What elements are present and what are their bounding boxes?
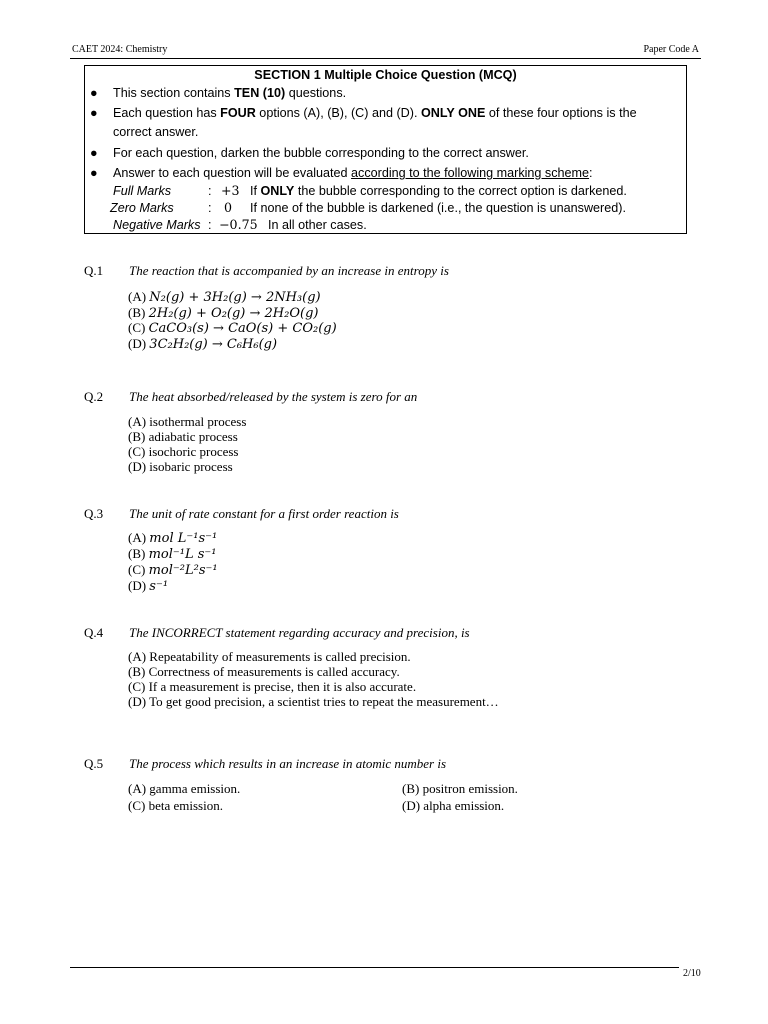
page-header [70, 44, 701, 59]
question-number: Q.3 [84, 506, 104, 521]
option-a[interactable]: (A) Repeatability of measurements is called precision. [128, 649, 411, 664]
option-d[interactable]: (D) s⁻¹ [128, 578, 169, 594]
option-c[interactable]: (C) beta emission. [128, 798, 223, 813]
question-text: The reaction that is accompanied by an increase in entropy is [129, 263, 449, 278]
option-b[interactable]: (B) Correctness of measurements is called accuracy. [128, 664, 400, 679]
question-text: The heat absorbed/released by the system is zero for an [129, 389, 418, 404]
zero-marks-value: 0 [224, 200, 233, 215]
bullet-icon: ● [90, 146, 98, 160]
question-number: Q.4 [84, 625, 104, 640]
option-a[interactable]: (A) gamma emission. [128, 781, 241, 796]
option-a[interactable]: (A) mol L⁻¹s⁻¹ [128, 530, 218, 546]
question-number: Q.2 [84, 389, 104, 404]
option-b[interactable]: (B) adiabatic process [128, 429, 238, 444]
full-marks-colon: : [208, 184, 212, 198]
option-c[interactable]: (C) If a measurement is precise, then it is also accurate. [128, 679, 417, 694]
negative-marks-value: −0.75 [219, 217, 258, 232]
instruction-2-cont: correct answer. [113, 125, 199, 139]
question-text: The process which results in an increase in atomic number is [129, 756, 447, 771]
negative-marks-colon: : [208, 218, 212, 232]
section-instructions-box [84, 65, 687, 234]
full-marks-label: Full Marks [113, 184, 172, 198]
negative-marks-desc: In all other cases. [268, 218, 367, 232]
page-number: 2/10 [683, 968, 701, 979]
footer-divider [70, 967, 679, 968]
option-d[interactable]: (D) 3C₂H₂(g) → C₆H₆(g) [128, 336, 278, 352]
question-number: Q.5 [84, 756, 104, 771]
full-marks-value: +3 [221, 183, 240, 198]
bullet-icon: ● [90, 106, 98, 120]
full-marks-desc: If ONLY the bubble corresponding to the correct option is darkened. [250, 184, 627, 198]
negative-marks-label: Negative Marks [113, 218, 201, 232]
option-d[interactable]: (D) To get good precision, a scientist tries to repeat the measurement… [128, 694, 499, 709]
question-number: Q.1 [84, 263, 104, 278]
instruction-2: Each question has FOUR options (A), (B), (C) and (D). ONLY ONE of these four options is the [113, 106, 637, 120]
instruction-1: This section contains TEN (10) questions. [113, 86, 347, 100]
bullet-icon: ● [90, 86, 98, 100]
option-c[interactable]: (C) CaCO₃(s) → CaO(s) + CO₂(g) [128, 320, 337, 336]
option-d[interactable]: (D) alpha emission. [402, 798, 505, 813]
paper-code: Paper Code A [643, 44, 699, 55]
question-text: The unit of rate constant for a first order reaction is [129, 506, 399, 521]
zero-marks-label: Zero Marks [110, 201, 174, 215]
section-title: SECTION 1 Multiple Choice Question (MCQ) [254, 68, 517, 82]
option-d[interactable]: (D) isobaric process [128, 459, 233, 474]
zero-marks-desc: If none of the bubble is darkened (i.e., the question is unanswered). [250, 201, 626, 215]
option-a[interactable]: (A) isothermal process [128, 414, 247, 429]
instruction-4: Answer to each question will be evaluated according to the following marking scheme: [113, 166, 593, 180]
option-b[interactable]: (B) mol⁻¹L s⁻¹ [128, 546, 217, 562]
exam-title: CAET 2024: Chemistry [72, 44, 168, 55]
option-b[interactable]: (B) positron emission. [402, 781, 518, 796]
option-b[interactable]: (B) 2H₂(g) + O₂(g) → 2H₂O(g) [128, 305, 319, 321]
option-c[interactable]: (C) isochoric process [128, 444, 239, 459]
option-c[interactable]: (C) mol⁻²L²s⁻¹ [128, 562, 218, 578]
bullet-icon: ● [90, 166, 98, 180]
zero-marks-colon: : [208, 201, 212, 215]
option-a[interactable]: (A) N₂(g) + 3H₂(g) → 2NH₃(g) [128, 289, 321, 305]
question-text: The INCORRECT statement regarding accuracy and precision, is [129, 625, 470, 640]
instruction-3: For each question, darken the bubble corresponding to the correct answer. [113, 146, 529, 160]
